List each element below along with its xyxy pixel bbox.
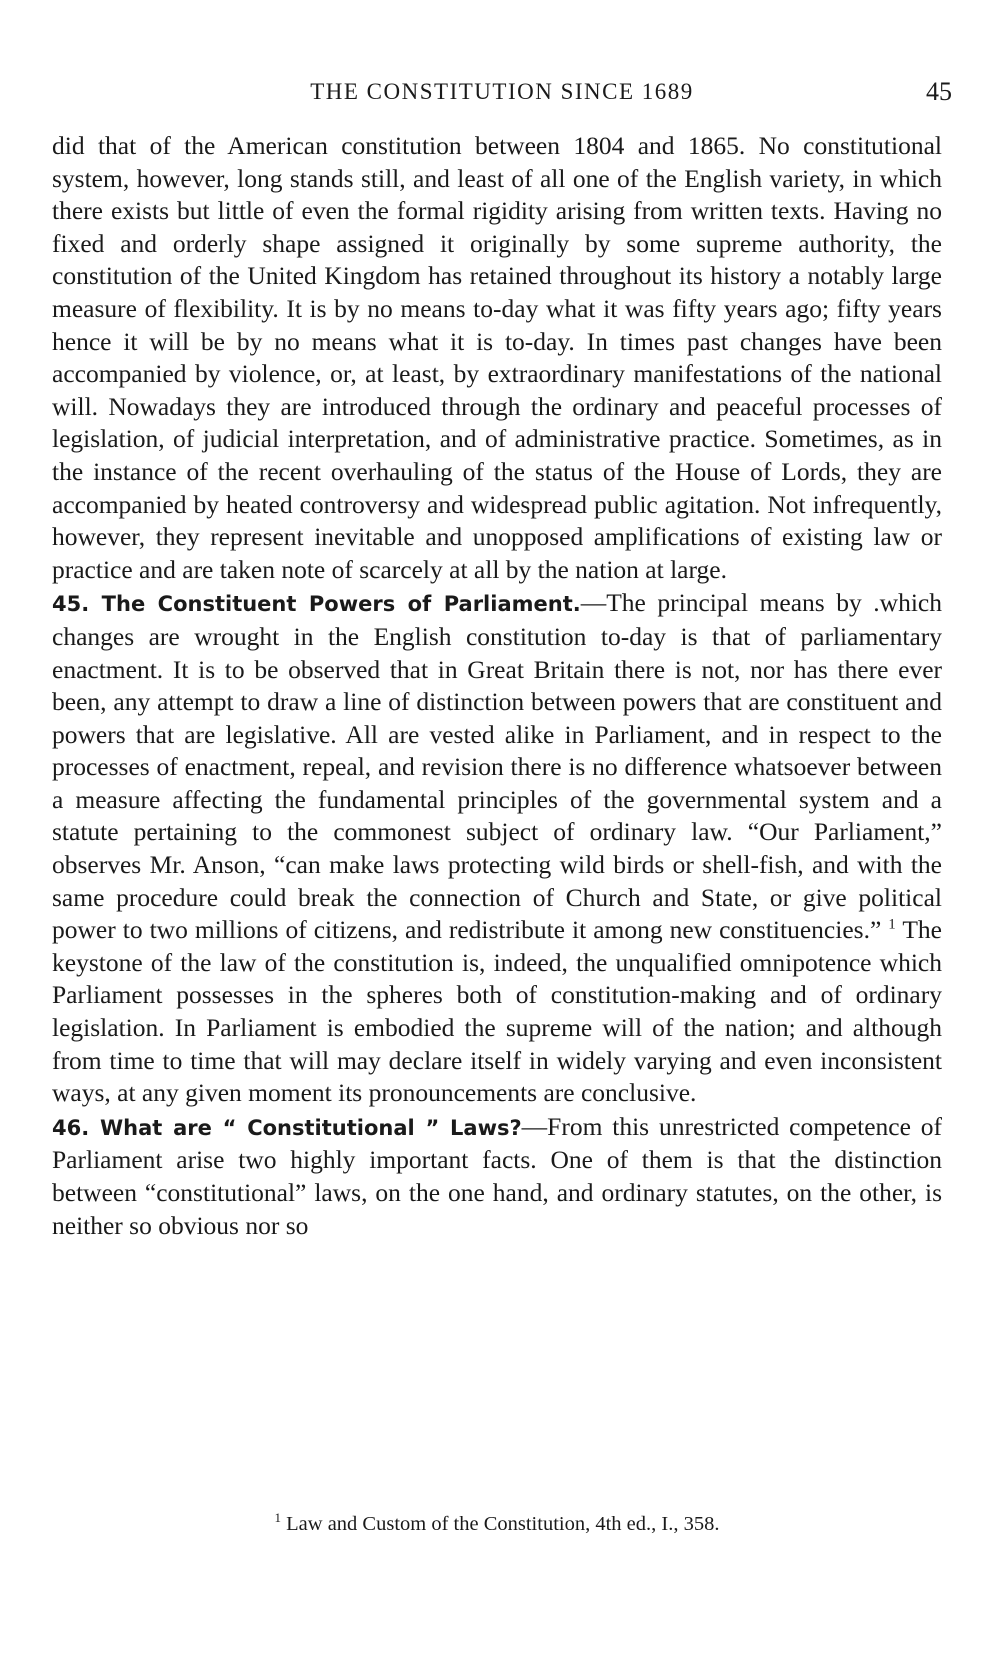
footnote-reference: 1	[888, 916, 896, 933]
running-title: THE CONSTITUTION SINCE 1689	[310, 79, 694, 104]
paragraph-text: —From this unrestricted competence of Parliament arise two highly important facts. One of them is that the distinction between “constitutional” laws, on the one hand, and ordinary statutes, on the other, is neither so obvious nor so	[52, 1111, 942, 1240]
paragraph-continuation	[52, 130, 942, 586]
section-heading: 46. What are “ Constitutional ” Laws?	[52, 1115, 522, 1140]
footnote-text: Law and Custom of the Constitution, 4th ed., I., 358.	[286, 1513, 720, 1535]
section-46	[52, 1111, 942, 1242]
body-text	[52, 130, 942, 1242]
section-45	[52, 587, 942, 1110]
paragraph-text: The keystone of the law of the constitution is, indeed, the unqualified omnipotence which Parliament possesses in the spheres both of constitution-making and of ordinary legislation. In Parliament is embodied the supreme will of the nation; and although from time to time that will may declare itself in widely varying and even inconsistent ways, at any given moment its pronouncements are conclusive.	[52, 915, 942, 1108]
running-head	[52, 76, 952, 108]
footnote-mark: 1	[274, 1510, 282, 1526]
section-heading: 45. The Constituent Powers of Parliament.	[52, 592, 581, 617]
paragraph-text: —The principal means by .which changes are wrought in the English constitution to-day is that of parliamentary enactment. It is to be observed that in Great Britain there is not, nor has there ever been, any attempt to draw a line of distinction between powers that are constituent and powers that are legislative. All are vested alike in Parliament, and in respect to the processes of enactment, repeal, and revision there is no difference whatsoever between a measure affecting the fundamental principles of the governmental system and a statute pertaining to the commonest subject of ordinary law. “Our Parliament,” observes Mr. Anson, “can make laws protecting wild birds or shell-fish, and with the same procedure could break the connection of Church and State, or give political power to two millions of citizens, and redistribute it among new constituencies.”	[52, 588, 942, 945]
footnote	[52, 1510, 942, 1538]
paragraph-text: did that of the American constitution between 1804 and 1865. No constitutional system, however, long stands still, and least of all one of the English variety, in which there exists but little of even the formal rigidity arising from written texts. Having no fixed and orderly shape assigned it originally by some supreme authority, the constitution of the United Kingdom has retained throughout its history a notably large measure of flexibility. It is by no means to-day what it was fifty years ago; fifty years hence it will be by no means what it is to-day. In times past changes have been accompanied by violence, or, at least, by extraordinary manifestations of the national will. Nowadays they are introduced through the ordinary and peaceful processes of legislation, of judicial interpretation, and of administrative practice. Sometimes, as in the instance of the recent overhauling of the status of the House of Lords, they are accompanied by heated controversy and widespread public agitation. Not infrequently, however, they represent inevitable and unopposed amplifications of existing law or practice and are taken note of scarcely at all by the nation at large.	[52, 131, 942, 584]
page-number: 45	[926, 77, 952, 106]
